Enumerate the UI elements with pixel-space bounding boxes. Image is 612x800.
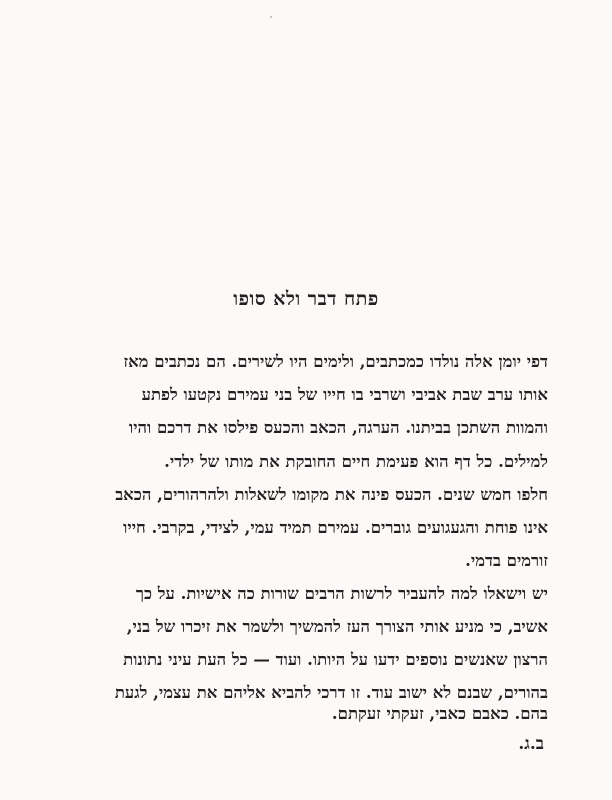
text-line: בהורים, שבנם לא ישוב עוד. זו דרכי להביא אליהם את עצמי, לגעת <box>114 683 548 702</box>
text-line: הרצון שאנשים נוספים ידעו על היותו. ועוד — כל העת עיני נתונות <box>123 650 548 669</box>
signature-initials: ב.ג. <box>518 734 544 754</box>
text-line: בהם. כאבם כאבי, זעקתי זעקתם. <box>331 704 548 723</box>
text-line: והמוות השתכן בביתנו. הערגה, הכאב והכעס פילסו את דרכם והיו <box>129 418 548 437</box>
text-line: אינו פוחת והגעגועים גוברים. עמירם תמיד עמי, לצידי, בקרבי. חייו <box>123 518 548 537</box>
text-line: אשיב, כי מניע אותי הצורך העז להמשיך ולשמר את זיכרו של בני, <box>126 617 548 636</box>
text-line: יש וישאלו למה להעביר לרשות הרבים שורות כה אישיות. על כך <box>135 584 548 603</box>
text-line: דפי יומן אלה נולדו כמכתבים, ולימים היו לשירים. הם נכתבים מאז <box>123 352 548 371</box>
text-line: חלפו חמש שנים. הכעס פינה את מקומו לשאלות ולהרהורים, הכאב <box>115 485 548 504</box>
text-line: אותו ערב שבת אביבי ושרבי בו חייו של בני עמירם נקטעו לפתע <box>141 385 548 404</box>
text-line: למילים. כל דף הוא פעימת חיים החובקת את מותו של ילדי. <box>164 452 548 471</box>
text-line: זורמים בדמי. <box>465 551 548 570</box>
page-title: פתח דבר ולא סופו <box>233 288 379 310</box>
